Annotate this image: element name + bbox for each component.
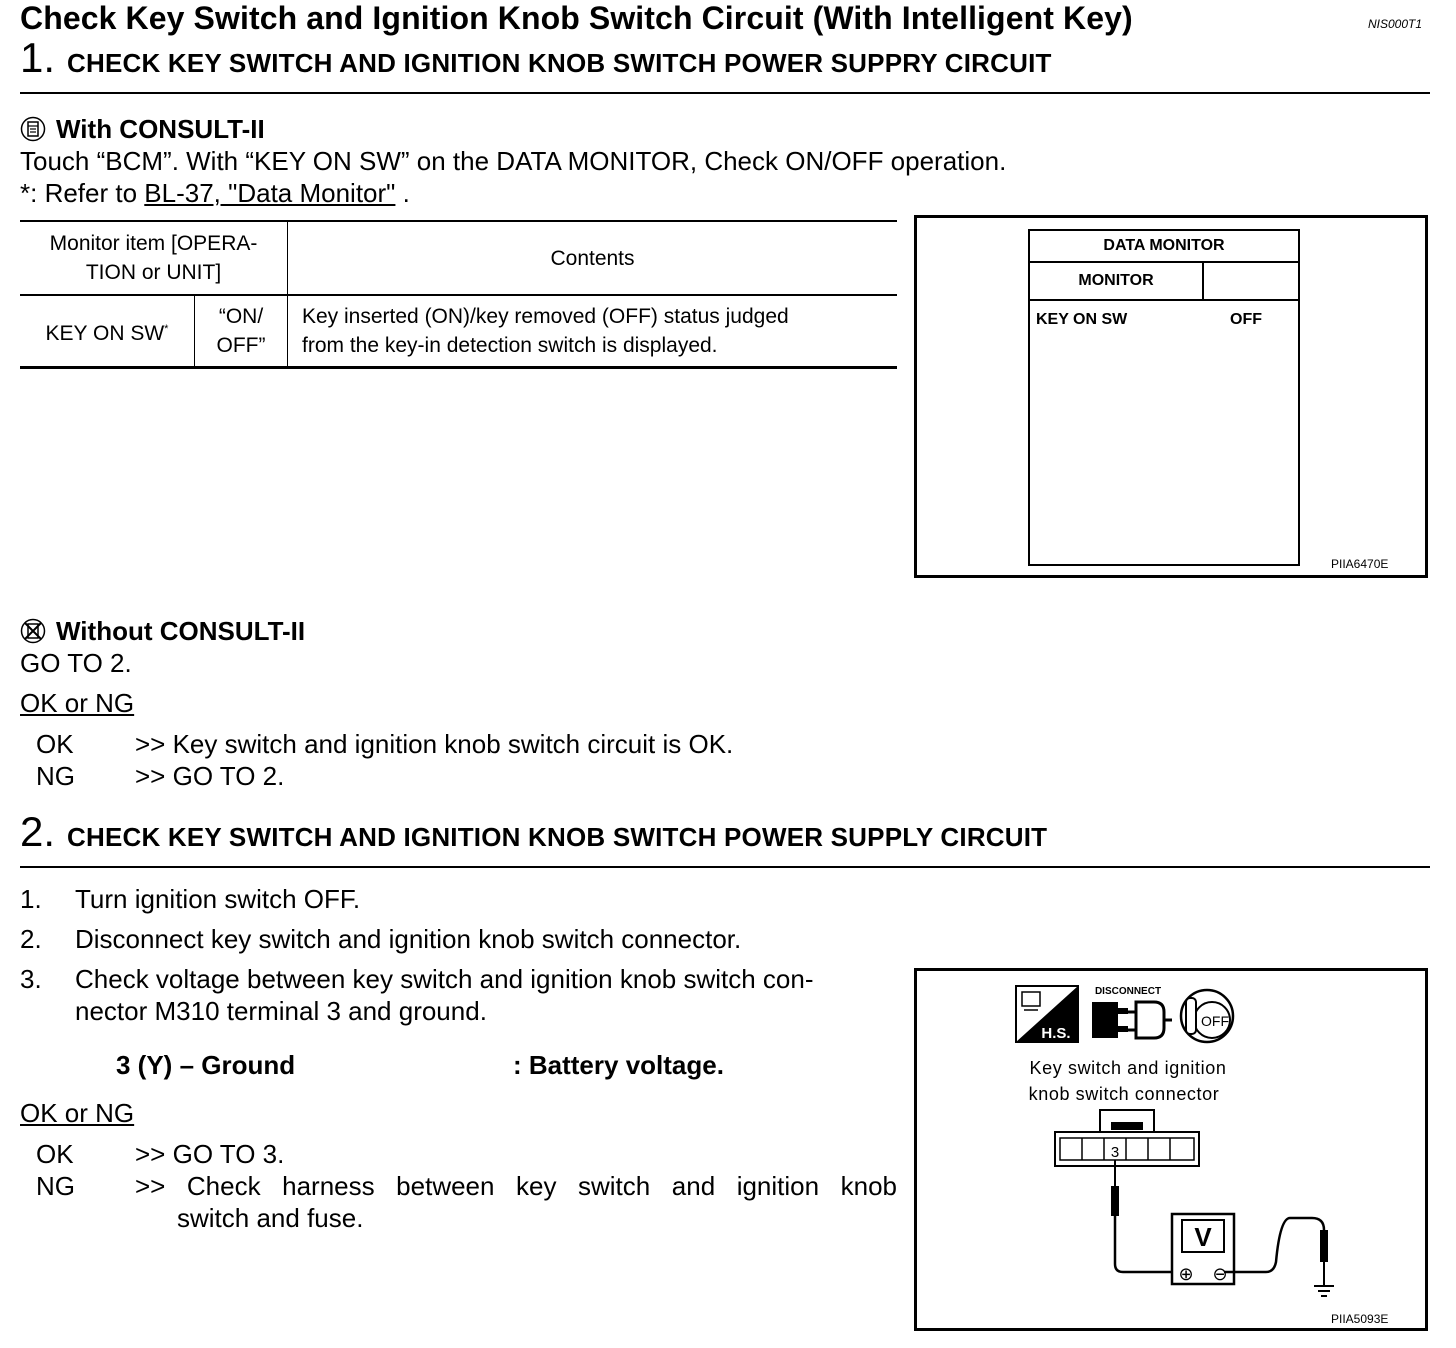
list-item: Disconnect key switch and ignition knob switch connector. [75, 924, 742, 954]
consult-icon [20, 116, 46, 142]
step2-ok-text: >> GO TO 3. [135, 1139, 285, 1169]
disconnect-label: DISCONNECT [1094, 986, 1162, 997]
data-monitor-screen [1028, 229, 1300, 566]
positive-probe [1111, 1186, 1119, 1216]
step2-number: 2. [20, 808, 56, 855]
with-consult-label: With CONSULT-II [56, 114, 265, 144]
monitor-table [20, 220, 897, 369]
data-monitor-value: OFF [1230, 311, 1262, 328]
plus-terminal-icon: ⊕ [1178, 1264, 1194, 1285]
refer-line [20, 178, 410, 209]
with-consult-heading [20, 114, 265, 145]
refer-link[interactable]: BL-37, "Data Monitor" [144, 178, 396, 208]
cell-item-text: KEY ON SW [45, 321, 165, 345]
figure-caption-2: knob switch connector [1028, 1084, 1220, 1104]
step1-ok-text: >> Key switch and ignition knob switch circuit is OK. [135, 729, 734, 759]
step1-ng-label: NG [36, 761, 75, 791]
step2-ng-text-cont: switch and fuse. [177, 1203, 364, 1233]
cell-unit: “ON/ OFF” [195, 295, 288, 368]
step2-title: CHECK KEY SWITCH AND IGNITION KNOB SWITCH POWER SUPPLY CIRCUIT [67, 822, 1048, 852]
step2-header [20, 808, 1047, 856]
header-monitor-item: Monitor item [OPERA- TION or UNIT] [20, 221, 288, 295]
hs-label: H.S. [1041, 1025, 1071, 1042]
step2-ng-text: >> Check harness between key switch and ignition knob [135, 1171, 897, 1201]
page-title: Check Key Switch and Ignition Knob Switch Circuit (With Intelligent Key) [20, 0, 1133, 36]
list-item: Check voltage between key switch and ignition knob switch con- [75, 964, 814, 994]
table-header-row [20, 221, 897, 295]
step1-header [20, 34, 1052, 82]
list-item-num: 1. [20, 884, 42, 914]
data-monitor-label: MONITOR [1030, 263, 1204, 301]
data-monitor-blank [1204, 263, 1298, 301]
figure-caption-1: Key switch and ignition [1029, 1058, 1227, 1078]
voltage-check-diagram [914, 968, 1428, 1331]
hs-icon [1016, 986, 1078, 1042]
figure2-code: PIIA5093E [1331, 1312, 1389, 1326]
step2-ok-label: OK [36, 1139, 74, 1169]
refer-prefix: *: Refer to [20, 178, 145, 208]
figure1-code: PIIA6470E [1331, 557, 1389, 571]
cell-item-mark: * [164, 322, 169, 335]
step2-rule [20, 866, 1430, 868]
data-monitor-item: KEY ON SW [1036, 311, 1128, 328]
step2-ng-label: NG [36, 1171, 75, 1201]
off-label: OFF [1201, 1013, 1229, 1029]
terminal-3-label: 3 [1110, 1144, 1120, 1161]
step1-number: 1. [20, 34, 56, 81]
cell-item [20, 295, 195, 368]
header-contents: Contents [288, 221, 898, 295]
voltmeter [1172, 1214, 1234, 1285]
list-item-num: 2. [20, 924, 42, 954]
without-consult-heading [20, 616, 305, 647]
spec-right: : Battery voltage. [513, 1050, 724, 1080]
step1-ok-ng: OK or NG [20, 688, 135, 718]
data-monitor-heading: DATA MONITOR [1030, 231, 1298, 263]
refer-suffix: . [395, 178, 410, 208]
ground-icon [1314, 1286, 1334, 1296]
no-consult-icon [20, 618, 46, 644]
step1-ng-text: >> GO TO 2. [135, 761, 285, 791]
table-row [20, 295, 897, 368]
step1-ok-label: OK [36, 729, 74, 759]
goto-2: GO TO 2. [20, 648, 132, 678]
step1-rule [20, 92, 1430, 94]
page-code: NIS000T1 [1368, 17, 1423, 31]
disconnect-icon [1092, 986, 1172, 1038]
connector-m310 [1055, 1110, 1199, 1166]
negative-probe [1320, 1230, 1328, 1262]
step2-ok-ng: OK or NG [20, 1098, 135, 1128]
list-item-num: 3. [20, 964, 42, 994]
list-item-cont: nector M310 terminal 3 and ground. [75, 996, 487, 1026]
voltmeter-label: V [1194, 1222, 1212, 1252]
consult-instruction: Touch “BCM”. With “KEY ON SW” on the DATA MONITOR, Check ON/OFF operation. [20, 146, 1007, 176]
key-off-icon [1181, 990, 1233, 1042]
cell-contents: Key inserted (ON)/key removed (OFF) status judged from the key-in detection switch is displayed. [288, 295, 898, 368]
list-item: Turn ignition switch OFF. [75, 884, 361, 914]
spec-left: 3 (Y) – Ground [116, 1050, 296, 1080]
without-consult-label: Without CONSULT-II [56, 616, 306, 646]
minus-terminal-icon: ⊖ [1212, 1264, 1228, 1285]
step1-title: CHECK KEY SWITCH AND IGNITION KNOB SWITCH POWER SUPPRY CIRCUIT [67, 48, 1052, 78]
